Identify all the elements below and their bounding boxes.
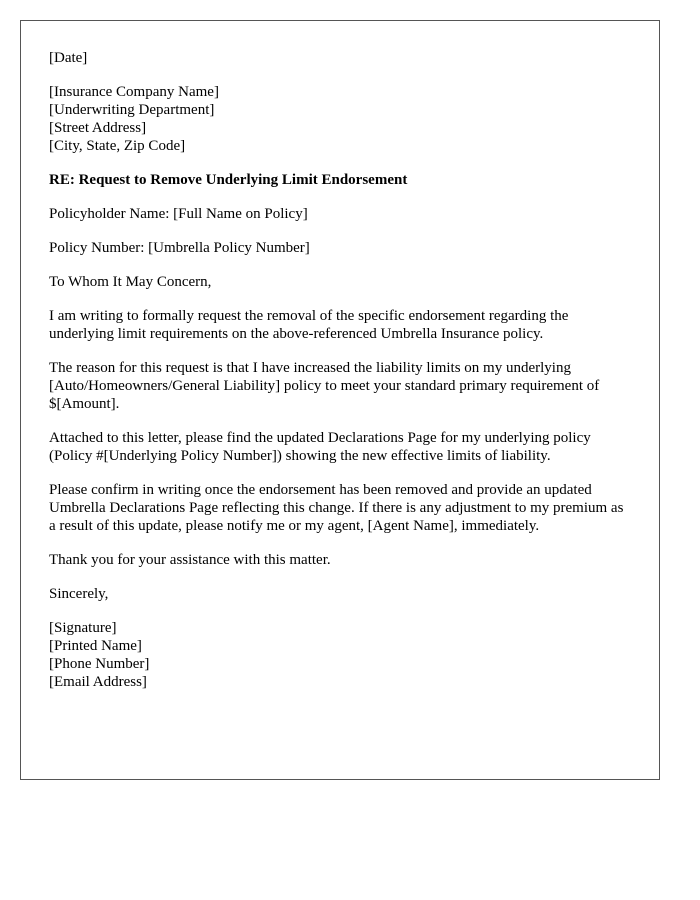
body-paragraph-thanks: Thank you for your assistance with this matter. [49,552,331,568]
phone-number: [Phone Number] [49,656,150,672]
body-paragraph-request: I am writing to formally request the removal of the specific endorsement regarding the underlying limit requirements on the above-referenced Umbrella Insurance policy. [49,308,569,342]
date-line [49,49,631,67]
body-paragraph-attachment: Attached to this letter, please find the updated Declarations Page for my underlying policy (Policy #[Underlying Policy Number]) showing the new effective limits of liability. [49,430,591,464]
body-paragraph-reason: The reason for this request is that I have increased the liability limits on my underlying [Auto/Homeowners/General Liability] policy to meet your standard primary requirement of $[Amount]. [49,360,600,412]
recipient-street: [Street Address] [49,120,147,136]
email-address: [Email Address] [49,674,147,690]
policyholder-line: Policyholder Name: [Full Name on Policy] [49,206,308,222]
subject-line: RE: Request to Remove Underlying Limit Endorsement [49,172,408,188]
body-paragraph-confirmation: Please confirm in writing once the endorsement has been removed and provide an updated Umbrella Declarations Page reflecting this change. If there is any adjustment to my premium as a result of this update, please notify me or my agent, [Agent Name], immediately. [49,482,624,534]
letter-page [20,20,660,780]
salutation: To Whom It May Concern, [49,274,212,290]
recipient-company: [Insurance Company Name] [49,84,219,100]
policy-number-line: Policy Number: [Umbrella Policy Number] [49,240,310,256]
printed-name: [Printed Name] [49,638,142,654]
closing: Sincerely, [49,586,109,602]
recipient-city-state-zip: [City, State, Zip Code] [49,138,186,154]
signature-placeholder: [Signature] [49,620,117,636]
date-text: [Date] [49,50,88,66]
signature-block [49,619,631,691]
recipient-address [49,83,631,155]
recipient-department: [Underwriting Department] [49,102,215,118]
